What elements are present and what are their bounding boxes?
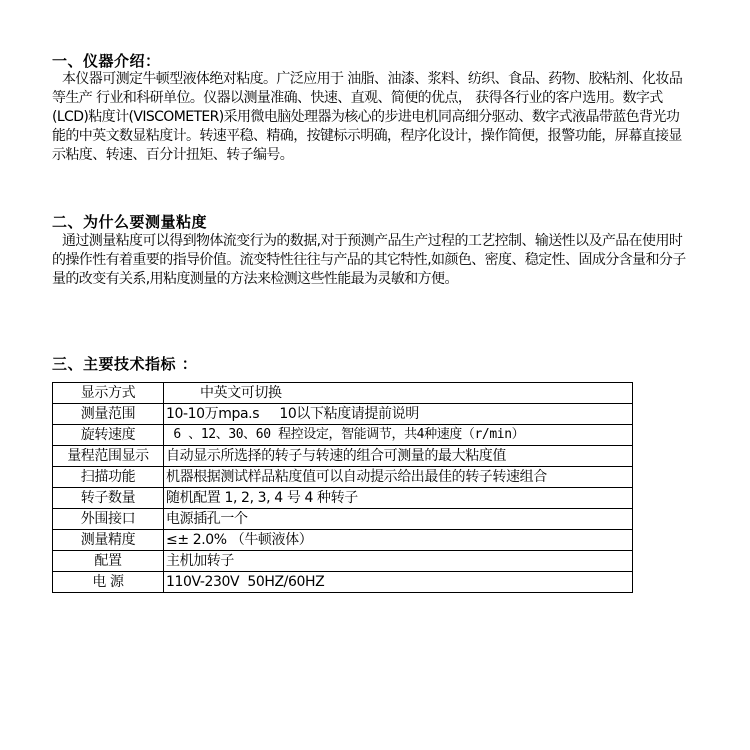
section-heading-introduction: 一、仪器介绍： <box>52 52 161 70</box>
spec-value: ≤± 2.0% （牛顿液体） <box>164 530 633 551</box>
section-heading-specs: 三、主要技术指标 ： <box>52 355 198 373</box>
spec-value: 中英文可切换 <box>164 383 633 404</box>
table-row <box>53 383 633 404</box>
spec-table <box>52 382 633 593</box>
spec-value: 电源插孔一个 <box>164 509 633 530</box>
table-row <box>53 488 633 509</box>
table-row <box>53 509 633 530</box>
table-row <box>53 404 633 425</box>
spec-label: 旋转速度 <box>53 425 164 446</box>
table-row <box>53 530 633 551</box>
table-row <box>53 446 633 467</box>
spec-value: 主机加转子 <box>164 551 633 572</box>
spec-label: 扫描功能 <box>53 467 164 488</box>
spec-label: 显示方式 <box>53 383 164 404</box>
spec-label: 外围接口 <box>53 509 164 530</box>
spec-value: 自动显示所选择的转子与转速的组合可测量的最大粘度值 <box>164 446 633 467</box>
spec-label: 电 源 <box>53 572 164 593</box>
section-heading-why-measure: 二、为什么要测量粘度 <box>52 213 208 231</box>
spec-label: 量程范围显示 <box>53 446 164 467</box>
spec-label: 配置 <box>53 551 164 572</box>
table-row <box>53 551 633 572</box>
spec-label: 转子数量 <box>53 488 164 509</box>
spec-value: 10-10万mpa.s 10以下粘度请提前说明 <box>164 404 633 425</box>
spec-label: 测量范围 <box>53 404 164 425</box>
section-body-why-measure: 通过测量粘度可以得到物体流变行为的数据,对于预测产品生产过程的工艺控制、输送性以及产品在使用时的操作性有着重要的指导价值。流变特性往往与产品的其它特性,如颜色、密度、稳定性、固成分含量和分子量的改变有关系,用粘度测量的方法来检测这些性能最为灵敏和方便。 <box>52 233 686 287</box>
spec-value: 110V-230V 50HZ/60HZ <box>164 572 633 593</box>
spec-value: 随机配置 1, 2, 3, 4 号 4 种转子 <box>164 488 633 509</box>
section-body-introduction: 本仪器可测定牛顿型液体绝对粘度。广泛应用于 油脂、油漆、浆料、纺织、食品、药物、胶粘剂、化妆品等生产 行业和科研单位。仪器以测量准确、快速、直观、简便的优点， 获得各行业的客户选用。数字式(LCD)粘度计(VISCOMETER)采用微电脑处理器为核心的步进电机同高细分驱动、数字式液晶带蓝色背光功能的中英文数显粘度计。转速平稳、精确，按键标示明确，程序化设计，操作简便，报警功能，屏幕直接显示粘度、转速、百分计扭矩、转子编号。 <box>52 71 683 163</box>
table-row <box>53 467 633 488</box>
spec-value: 机器根据测试样品粘度值可以自动提示给出最佳的转子转速组合 <box>164 467 633 488</box>
spec-value: 6 、12、30、60 程控设定，智能调节，共4种速度（r/min） <box>164 425 633 446</box>
table-row <box>53 572 633 593</box>
spec-label: 测量精度 <box>53 530 164 551</box>
table-row <box>53 425 633 446</box>
